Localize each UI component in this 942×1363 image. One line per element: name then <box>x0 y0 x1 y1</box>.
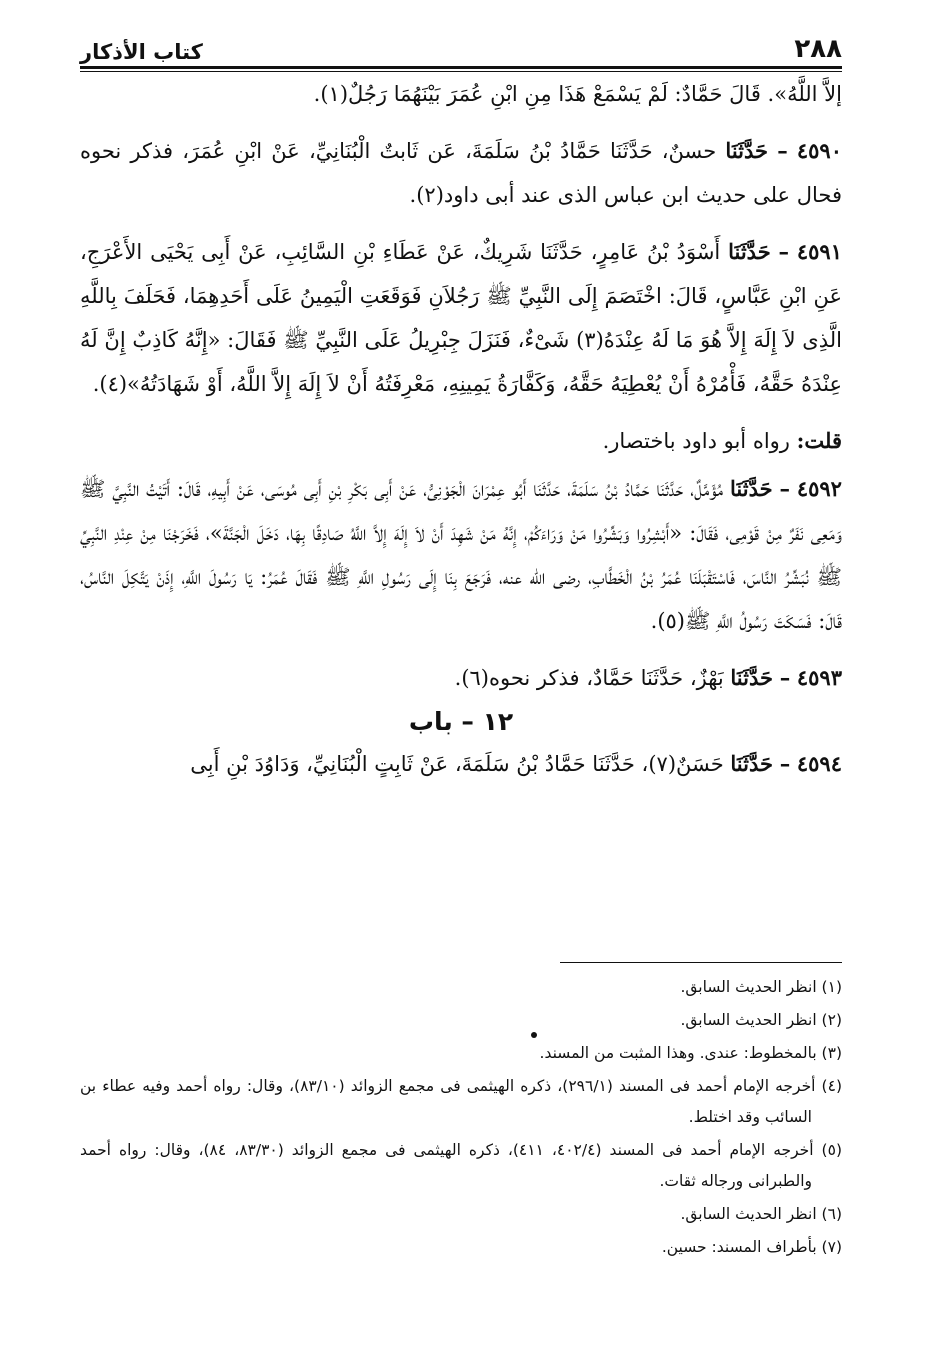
footnote-7: (٧) بأطراف المسند: حسين. <box>661 1238 842 1256</box>
hadith-keyword: حَدَّثَنَا <box>728 239 771 264</box>
footnote-5: (٥) أخرجه الإمام أحمد فى المسند (٤٠٢/٤، ٤١١)، ذكره الهيثمى فى مجمع الزوائد (٨٣/٣٠، ٨٤)، وقال: رواه أحمد والطبرانى ورجاله ثقات. <box>80 1141 842 1190</box>
note-keyword: قلت: <box>796 428 842 453</box>
hadith-text: أَسْوَدُ بْنُ عَامِرٍ، حَدَّثَنَا شَرِيكٌ، عَنْ عَطَاءِ بْنِ السَّائِبِ، عَنْ أَبِى يَحْيَى الأَعْرَجِ، عَنِ ابْنِ عَبَّاسٍ، قَالَ: اخْتَصَمَ إِلَى النَّبِيِّ ﷺ رَجُلاَنِ فَوَقَعَتِ الْيَمِينُ عَلَى أَحَدِهِمَا، فَحَلَفَ بِاللَّهِ الَّذِى لاَ إِلَهَ إِلاَّ هُوَ مَا لَهُ عِنْدَهُ(٣) شَىْءٌ، فَنَزَلَ جِبْرِيلُ عَلَى النَّبِيِّ ﷺ فَقَالَ: «إِنَّهُ كَاذِبٌ إِنَّ لَهُ عِنْدَهُ حَقَّهُ، فَأْمُرْهُ أَنْ يُعْطِيَهُ حَقَّهُ، وَكَفَّارَةُ يَمِينِهِ، مَعْرِفَتُهُ أَنْ لاَ إِلَهَ إِلاَّ اللَّهُ، أَوْ شَهَادَتُهُ»(٤). <box>80 240 842 396</box>
hadith-keyword: حَدَّثَنَا <box>725 138 769 163</box>
hadith-keyword: حَدَّثَنَا <box>730 476 773 501</box>
hadith-number: ٤٥٩٢ <box>796 476 842 501</box>
footnote-6: (٦) انظر الحديث السابق. <box>680 1205 842 1223</box>
author-note <box>80 419 842 463</box>
main-text <box>80 72 842 799</box>
hadith-4592 <box>80 467 842 643</box>
chapter-heading: ١٢ – باب <box>408 707 514 736</box>
hadith-4594 <box>80 742 842 786</box>
hadith-dash: – <box>777 138 788 163</box>
footnote-1: (١) انظر الحديث السابق. <box>680 978 842 996</box>
footnote-4: (٤) أخرجه الإمام أحمد فى المسند (٢٩٦/١)، ذكره الهيثمى فى مجمع الزوائد (٨٣/١٠)، وقال: رواه أحمد وفيه عطاء بن السائب وقد اختلط. <box>80 1077 842 1126</box>
footnote-3: (٣) بالمخطوط: عندى. وهذا المثبت من المسند. <box>539 1044 842 1062</box>
hadith-dash: – <box>779 665 791 690</box>
hadith-text: حَسَنٌ(٧)، حَدَّثَنَا حَمَّادُ بْنُ سَلَمَةَ، عَنْ ثَابِتٍ الْبُنَانِيِّ، وَدَاوُدَ بْنِ أَبِى <box>190 752 724 776</box>
hadith-number: ٤٥٩١ <box>796 239 842 264</box>
header-rule <box>80 66 842 69</box>
hadith-4593 <box>80 656 842 700</box>
note-text: رواه أبو داود باختصار. <box>602 429 790 453</box>
hadith-number: ٤٥٩٣ <box>796 665 842 690</box>
book-title: كتاب الأذكار <box>80 40 203 64</box>
hadith-4590 <box>80 129 842 217</box>
page-number: ٢٨٨ <box>794 34 842 64</box>
hadith-keyword: حَدَّثَنَا <box>730 751 773 776</box>
hadith-text: مُؤَمَّلٌ، حَدَّثَنَا حَمَّادُ بْنُ سَلَمَةَ، حَدَّثَنَا أَبُو عِمْرَانَ الْجَوْنِىُّ، عَنْ أَبِى بَكْرِ بْنِ أَبِى مُوسَى، عَنْ أَبِيهِ، قَالَ: أَتَيْتُ النَّبِيَّ ﷺ وَمَعِى نَفَرٌ مِنْ قَوْمِى، فَقَالَ: «أَبْشِرُوا وَبَشِّرُوا مَنْ وَرَاءَكُمْ، إِنَّهُ مَنْ شَهِدَ أَنْ لاَ إِلَهَ إِلاَّ اللَّهُ صَادِقًا بِهَا، دَخَلَ الْجَنَّةَ»، فَخَرَجْنَا مِنْ عِنْدِ النَّبِيِّ ﷺ نُبَشِّرُ النَّاسَ، فَاسْتَقْبَلَنَا عُمَرُ بْنُ الْخَطَّابِ، رضى الله عنه، فَرَجَعَ بِنَا إِلَى رَسُولِ اللَّهِ ﷺ فَقَالَ عُمَرُ: يَا رَسُولَ اللَّهِ، إِذَنْ يَتَّكِلَ النَّاسُ، قَالَ: فَسَكَتَ رَسُولُ اللَّهِ ﷺ(٥). <box>80 477 842 633</box>
footnote-separator <box>560 962 842 963</box>
hadith-number: ٤٥٩٤ <box>796 751 842 776</box>
hadith-text: بَهْزٌ، حَدَّثَنَا حَمَّادٌ، فذكر نحوه(٦). <box>454 666 724 690</box>
footnotes <box>80 972 842 1265</box>
hadith-keyword: حَدَّثَنَا <box>730 665 773 690</box>
hadith-dash: – <box>779 751 791 776</box>
page-header <box>80 22 842 64</box>
paragraph-text: إلاَّ اللَّهُ». قَالَ حَمَّادٌ: لَمْ يَسْمَعْ هَذَا مِنِ ابْنِ عُمَرَ بَيْنَهُمَا رَجُلٌ(١). <box>313 82 842 106</box>
footnote-2: (٢) انظر الحديث السابق. <box>680 1011 842 1029</box>
hadith-continuation <box>80 72 842 116</box>
hadith-number: ٤٥٩٠ <box>796 138 842 163</box>
hadith-dash: – <box>779 476 790 501</box>
hadith-dash: – <box>778 239 790 264</box>
hadith-4591 <box>80 230 842 406</box>
hadith-text: حسنٌ، حَدَّثَنَا حَمَّادُ بْنُ سَلَمَةَ، عَن ثَابتٌ الْبُنَانِيِّ، عَنْ ابْنِ عُمَرَ، فذكر نحوه فحال على حديث ابن عباس الذى عند أبى داود(٢). <box>80 139 842 207</box>
